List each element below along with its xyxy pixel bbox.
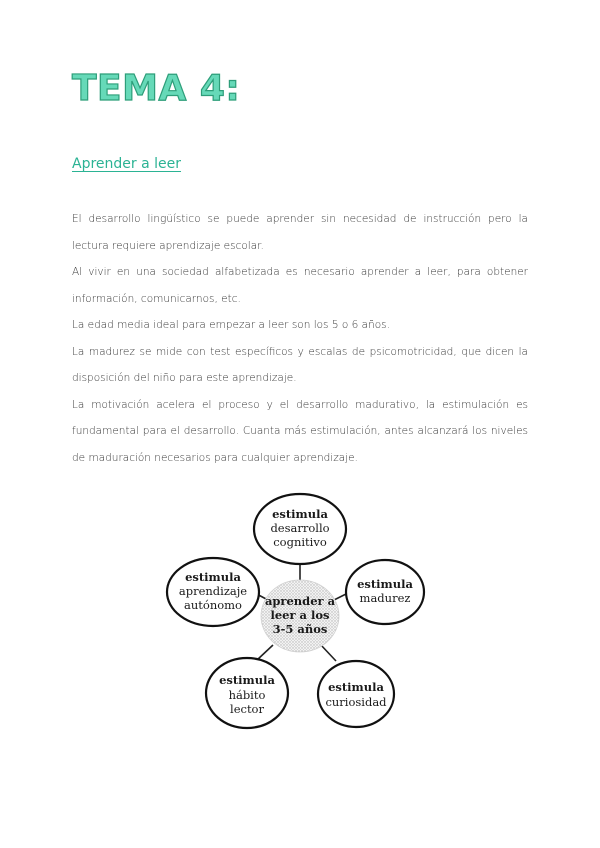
paragraph: La edad media ideal para empezar a leer son los 5 o 6 años. [72,319,390,331]
node-label: cognitivo [273,535,327,549]
node-heading: estimula [357,577,413,591]
node-label: autónomo [184,598,242,612]
node-heading: estimula [272,507,328,521]
page-title: TEMA 4: [72,68,241,109]
node-heading: estimula [328,680,384,694]
node-label: curiosidad [325,695,387,709]
node-label: madurez [359,591,411,605]
concept-diagram [160,488,440,738]
node-madurez [346,560,424,624]
center-label: leer a los [270,608,330,622]
body-text [72,206,528,471]
node-curiosidad [318,661,394,727]
node-label: lector [230,702,264,716]
connector-line [320,644,336,661]
node-label: aprendizaje [178,584,248,598]
node-heading: estimula [219,673,275,687]
connector-line [257,645,273,660]
center-label: 3-5 años [272,622,328,636]
section-subtitle: Aprender a leer [72,156,182,172]
paragraph: La motivación acelera el proceso y el desarrollo madurativo, la estimulación es fundamental para el desarrollo. Cuanta más estimulación, antes alcanzará los niveles de maduración necesarios para cualquier aprendizaje. [72,398,528,464]
paragraph: Al vivir en una sociedad alfabetizada es necesario aprender a leer, para obtener información, comunicarnos, etc. [72,266,528,305]
node-aprendizaje-autonomo [167,558,259,626]
node-label: hábito [228,688,266,702]
paragraph: El desarrollo lingüístico se puede aprender sin necesidad de instrucción pero la lectura requiere aprendizaje escolar. [72,213,528,252]
paragraph: La madurez se mide con test específicos y escalas de psicomotricidad, que dicen la disposición del niño para este aprendizaje. [72,345,528,384]
center-label: aprender a [264,594,336,608]
node-heading: estimula [185,570,241,584]
node-label: desarrollo [270,521,330,535]
node-desarrollo-cognitivo [254,494,346,564]
node-habito-lector [206,658,288,728]
